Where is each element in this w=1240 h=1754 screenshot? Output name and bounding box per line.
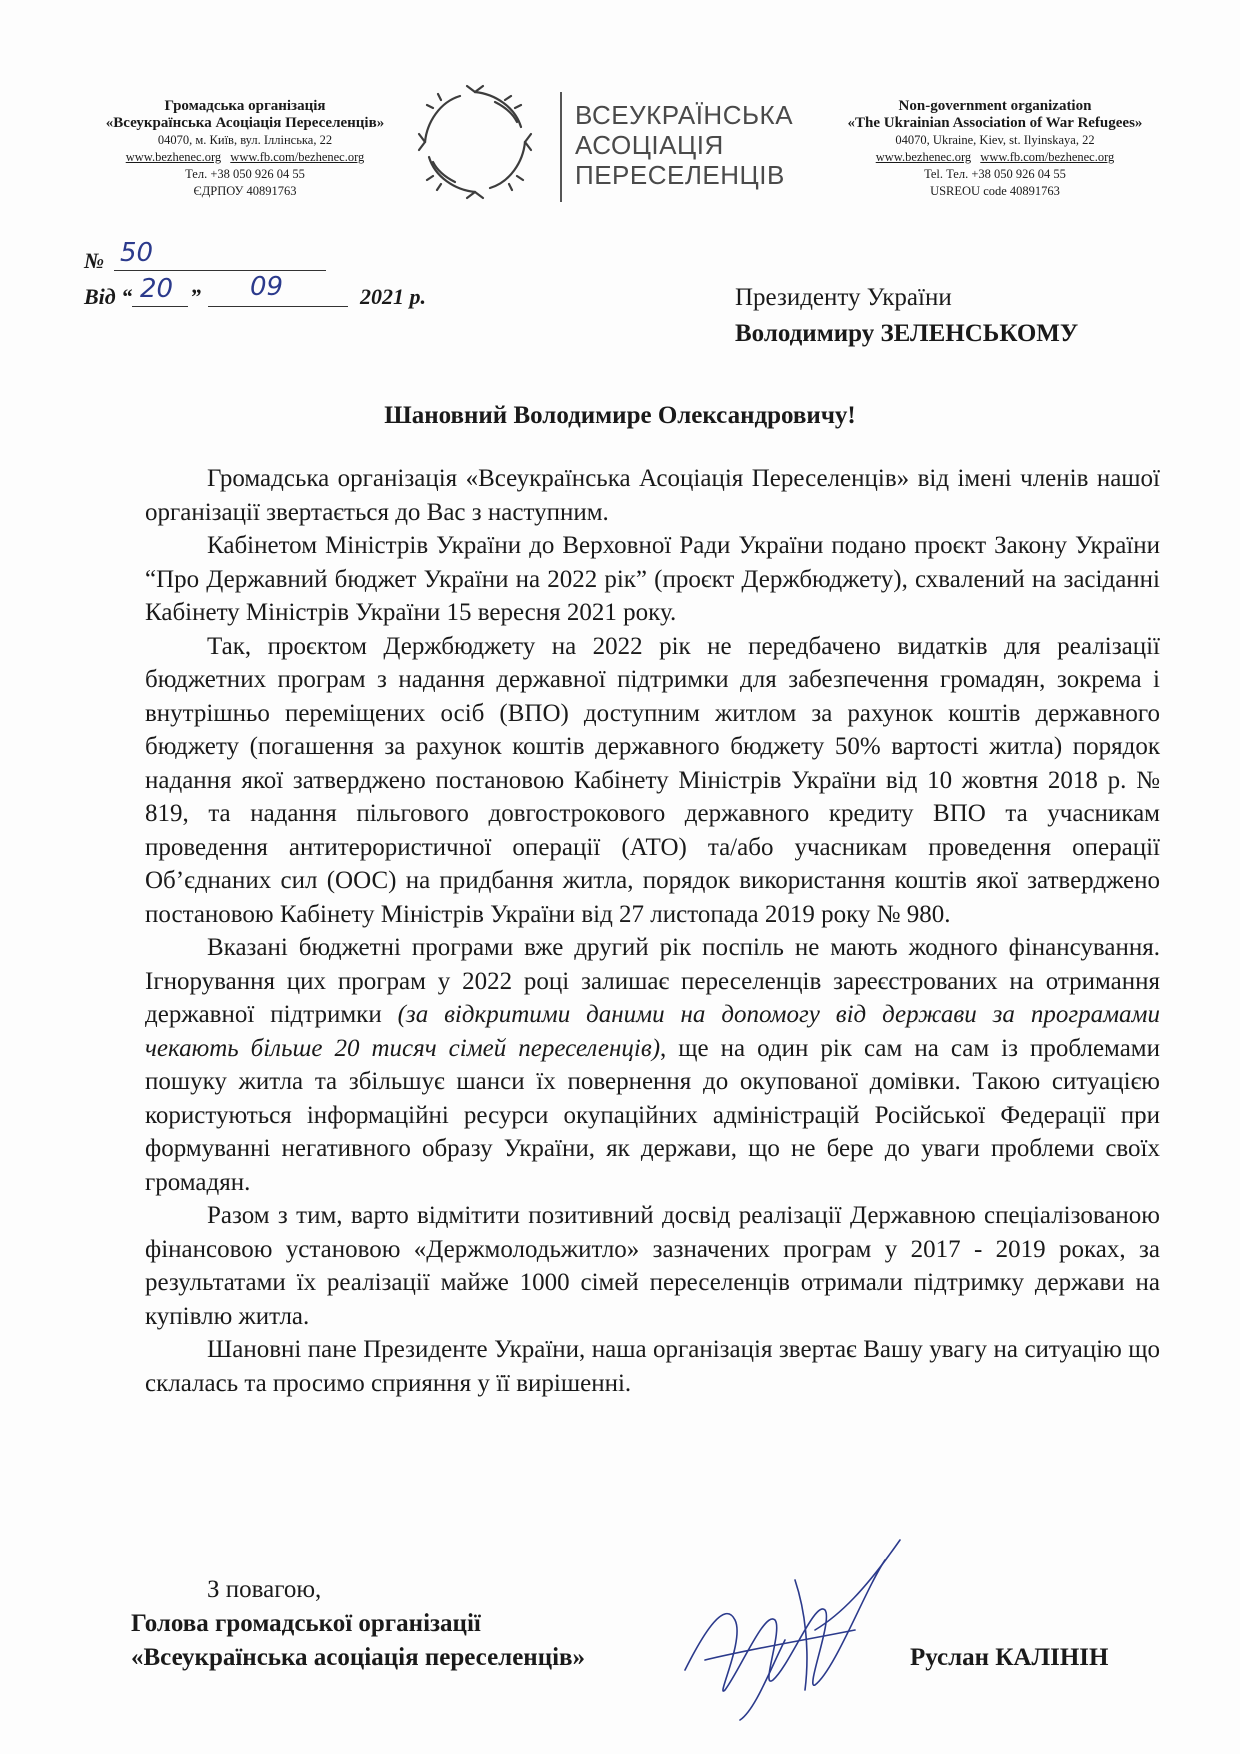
date-label: Від “ bbox=[84, 284, 133, 309]
logo-wordmark bbox=[575, 100, 793, 190]
day-underline bbox=[132, 306, 188, 307]
logo-line-1: ВСЕУКРАЇНСЬКА bbox=[575, 100, 794, 130]
signer-title-1: Голова громадської організації bbox=[131, 1610, 481, 1637]
logo-line-2: АСОЦІАЦІЯ bbox=[575, 130, 724, 160]
addressee-title: Президенту України bbox=[735, 284, 952, 311]
facebook-link[interactable]: www.fb.com/bezhenec.org bbox=[230, 150, 365, 164]
number-value: 50 bbox=[120, 238, 154, 268]
address-ua: 04070, м. Київ, вул. Іллінська, 22 bbox=[157, 133, 333, 147]
org-type-en: Non-government organization bbox=[898, 98, 1092, 114]
signer-title-2: «Всеукраїнська асоціація переселенців» bbox=[131, 1644, 586, 1671]
addressee-name: Володимиру ЗЕЛЕНСЬКОМУ bbox=[735, 320, 1079, 347]
month-value: 09 bbox=[250, 272, 284, 302]
paragraph-4-end: , ще на один рік сам на сам із проблемами пошуку житла та збільшує шанси їх повернення до окупованої домівки. Такою ситуацією користуються інформаційні ресурси окупаційних адміністрацій Російської Федерації при формуванні негативного образу України, як держави, що не бере до уваги проблеми своїх громадян. bbox=[145, 1034, 1160, 1196]
handwritten-signature-icon bbox=[665, 1520, 925, 1740]
number-label: № bbox=[84, 248, 105, 273]
code-en: USREOU code 40891763 bbox=[930, 184, 1060, 198]
links-ua bbox=[50, 149, 440, 166]
links-en bbox=[800, 149, 1190, 166]
month-underline bbox=[208, 306, 348, 307]
phone-ua: Тел. +38 050 926 04 55 bbox=[185, 167, 305, 181]
date-close-quote: ” bbox=[190, 284, 201, 309]
paragraph-4-start: Вказані бюджетні програми вже другий рік поспіль не мають жодного фінансування. Ігнорування цих програм у 2022 році залишає переселенців зареєстрованих на отримання державної підтримки bbox=[145, 934, 1160, 1028]
org-type-ua: Громадська організація bbox=[164, 98, 326, 114]
org-name-ua: «Всеукраїнська Асоціація Переселенців» bbox=[105, 115, 385, 131]
code-ua: ЄДРПОУ 40891763 bbox=[193, 184, 297, 198]
letter-body bbox=[145, 462, 1160, 1400]
website-link-en[interactable]: www.bezhenec.org bbox=[875, 150, 972, 164]
org-name-en: «The Ukrainian Association of War Refugees» bbox=[847, 115, 1143, 131]
year-value: 2021 р. bbox=[360, 284, 426, 309]
paragraph-3: Так, проєктом Держбюджету на 2022 рік не передбачено видатків для реалізації бюджетних програм з надання державної підтримки для забезпечення громадян, зокрема і внутрішньо переміщених осіб (ВПО) доступним житлом за рахунок коштів державного бюджету (погашення за рахунок коштів державного бюджету 50% вартості житла) порядок надання якої затверджено постановою Кабінету Міністрів України від 10 жовтня 2018 р. № 819, та надання пільгового довгострокового державного кредиту ВПО та учасникам проведення антитерористичної операції (АТО) та/або учасникам проведення операції Об’єднаних сил (ООС) на придбання житла, порядок використання коштів якої затверджено постановою Кабінету Міністрів України від 27 листопада 2019 року № 980. bbox=[145, 632, 1160, 928]
paragraph-6: Шановні пане Президенте України, наша організація звертає Вашу увагу на ситуацію що склалась та просимо сприяння у її вирішенні. bbox=[145, 1336, 1160, 1397]
day-value: 20 bbox=[140, 274, 174, 304]
facebook-link-en[interactable]: www.fb.com/bezhenec.org bbox=[980, 150, 1115, 164]
logo-line-3: ПЕРЕСЕЛЕНЦІВ bbox=[575, 160, 785, 190]
number-underline bbox=[114, 270, 326, 271]
association-emblem-icon bbox=[415, 82, 535, 202]
paragraph-2: Кабінетом Міністрів України до Верховної Ради України подано проєкт Закону України “Про Державний бюджет України на 2022 рік” (проєкт Держбюджету), схвалений на засіданні Кабінету Міністрів України 15 вересня 2021 року. bbox=[145, 532, 1160, 626]
regards: З повагою, bbox=[207, 1576, 322, 1603]
address-en: 04070, Ukraine, Kiev, st. Ilyinskaya, 22 bbox=[895, 133, 1095, 147]
header-left-org bbox=[50, 98, 440, 200]
paragraph-4 bbox=[145, 931, 1160, 1199]
paragraph-4-italic: (за відкритими даними на допомогу від держави за програмами чекають більше 20 тисяч сімей переселенців) bbox=[145, 1001, 1160, 1062]
paragraph-5: Разом з тим, варто відмітити позитивний досвід реалізації Державною спеціалізованою фінансовою установою «Держмолодьжитло» зазначених програм у 2017 - 2019 роках, за результатами їх реалізації майже 1000 сімей переселенців отримали підтримку держави на купівлю житла. bbox=[145, 1202, 1160, 1330]
addressee-block bbox=[735, 280, 1078, 352]
header-right-org bbox=[800, 98, 1190, 200]
paragraph-1: Громадська організація «Всеукраїнська Асоціація Переселенців» від імені членів нашої організації звертається до Вас з наступним. bbox=[145, 465, 1160, 526]
phone-en: Tel. Тел. +38 050 926 04 55 bbox=[924, 167, 1066, 181]
website-link[interactable]: www.bezhenec.org bbox=[125, 150, 222, 164]
signer-name: Руслан КАЛІНІН bbox=[910, 1644, 1109, 1671]
logo-divider bbox=[560, 92, 562, 202]
salutation: Шановний Володимире Олександровичу! bbox=[384, 402, 856, 429]
